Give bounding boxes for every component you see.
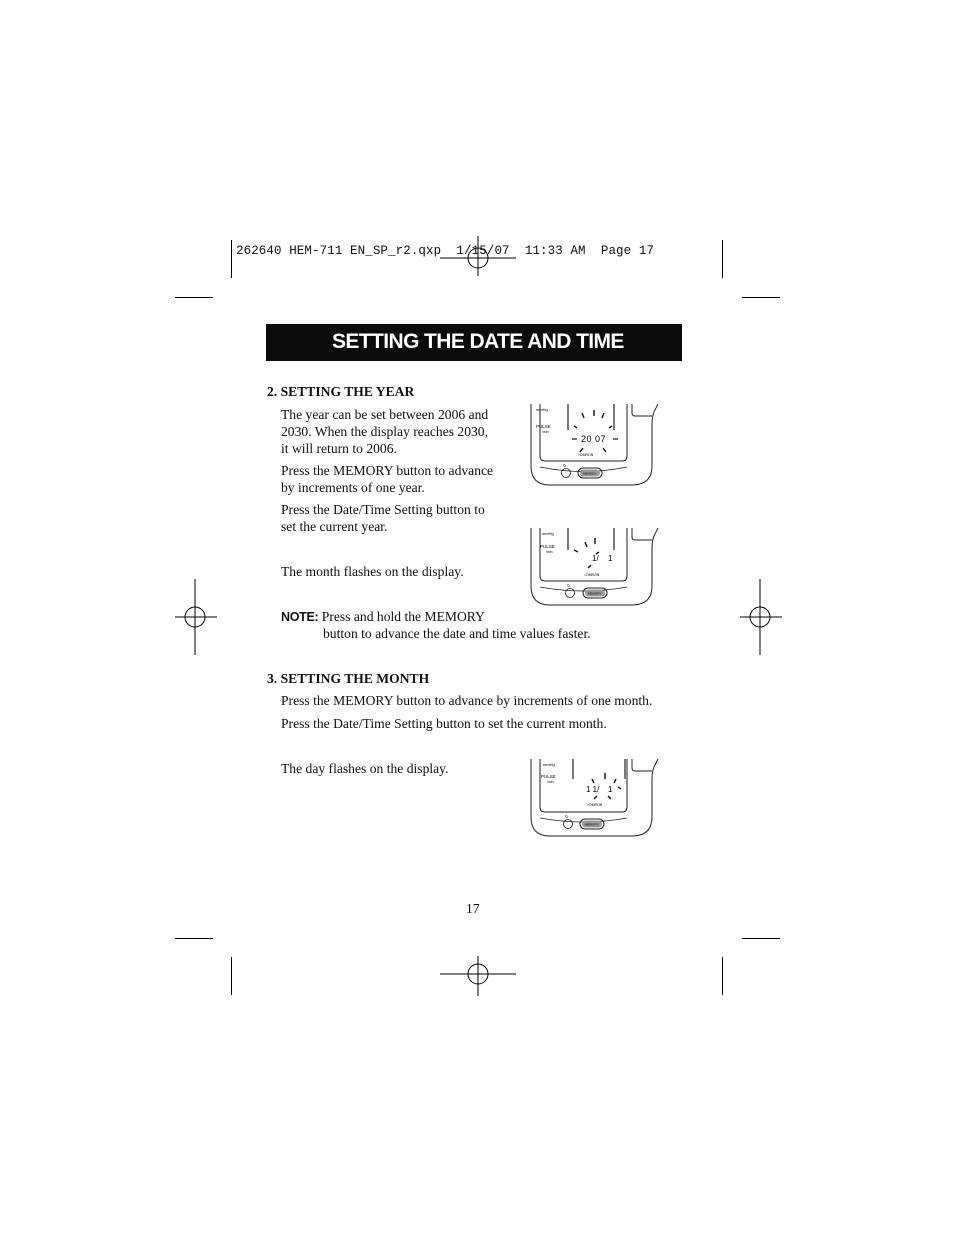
month-readout: 1/ [592,554,599,563]
crop-mark [742,297,780,298]
registration-mark-bottom [440,956,516,996]
memory-month-paragraph: Press the MEMORY button to advance by increments of one month. [281,693,653,708]
text-line: it will return to 2006. [281,441,397,456]
svg-text:≈OMRON: ≈OMRON [584,573,600,577]
day-readout: 1 1/ [586,785,600,794]
text-line: 2030. When the display reaches 2030, [281,424,488,439]
svg-text:mmHg: mmHg [542,531,554,536]
crop-mark [175,938,213,939]
set-year-paragraph [281,501,485,535]
crop-mark [175,297,213,298]
set-month-paragraph: Press the Date/Time Setting button to set the current month. [281,716,607,731]
print-slug: 262640 HEM-711 EN_SP_r2.qxp 1/15/07 11:33 AM Page 17 [236,244,655,258]
memory-button-label: MEMORY [583,471,597,476]
memory-advance-paragraph [281,462,493,496]
svg-text:≈OMRON: ≈OMRON [578,453,594,457]
page-title: SETTING THE DATE AND TIME [332,330,624,353]
svg-text:↻: ↻ [563,463,567,468]
pulse-unit-label: /min [547,780,554,784]
crop-mark [231,957,232,995]
note-label: NOTE: [281,610,319,624]
section-heading-year [267,383,414,400]
registration-mark-right [740,579,782,655]
device-illustration-year [528,404,660,488]
device-illustration-day [528,759,660,839]
text-line: set the current year. [281,519,388,534]
crop-mark [742,938,780,939]
month-flashes-paragraph: The month flashes on the display. [281,564,464,579]
svg-text:≈OMRON: ≈OMRON [587,803,603,807]
svg-text:mmHg: mmHg [543,762,555,767]
memory-button-label: MEMORY [588,591,602,596]
registration-mark-left [175,579,217,655]
section-title: . SETTING THE YEAR [273,384,415,399]
year-range-paragraph [281,406,488,457]
section-number: 2 [267,384,274,399]
text-line: by increments of one year. [281,480,425,495]
day-flashes-paragraph: The day flashes on the display. [281,761,449,776]
pulse-label: PULSE [536,424,551,429]
year-readout: 20 07 [581,434,607,444]
pulse-unit-label: /min [542,430,549,434]
svg-text:1: 1 [608,554,613,563]
text-line: The year can be set between 2006 and [281,407,489,422]
pulse-label: PULSE [540,544,555,549]
crop-mark [722,957,723,995]
device-illustration-month [528,528,660,608]
page-number: 17 [466,901,480,916]
note-line-1: Press and hold the MEMORY [321,609,485,624]
pulse-unit-label: /min [546,550,553,554]
svg-text:1: 1 [608,785,613,794]
svg-text:mmHg: mmHg [536,407,548,412]
memory-button-label: MEMORY [585,822,599,827]
title-banner [266,324,682,361]
svg-text:↻: ↻ [567,583,571,588]
text-line: Press the Date/Time Setting button to [281,502,485,517]
note [281,608,485,626]
pulse-label: PULSE [541,774,556,779]
crop-mark [722,240,723,278]
note-line-2: button to advance the date and time values faster. [323,626,591,641]
svg-text:↻: ↻ [565,814,569,819]
section-heading-month: 3. SETTING THE MONTH [267,671,430,686]
crop-mark [231,240,232,278]
text-line: Press the MEMORY button to advance [281,463,494,478]
